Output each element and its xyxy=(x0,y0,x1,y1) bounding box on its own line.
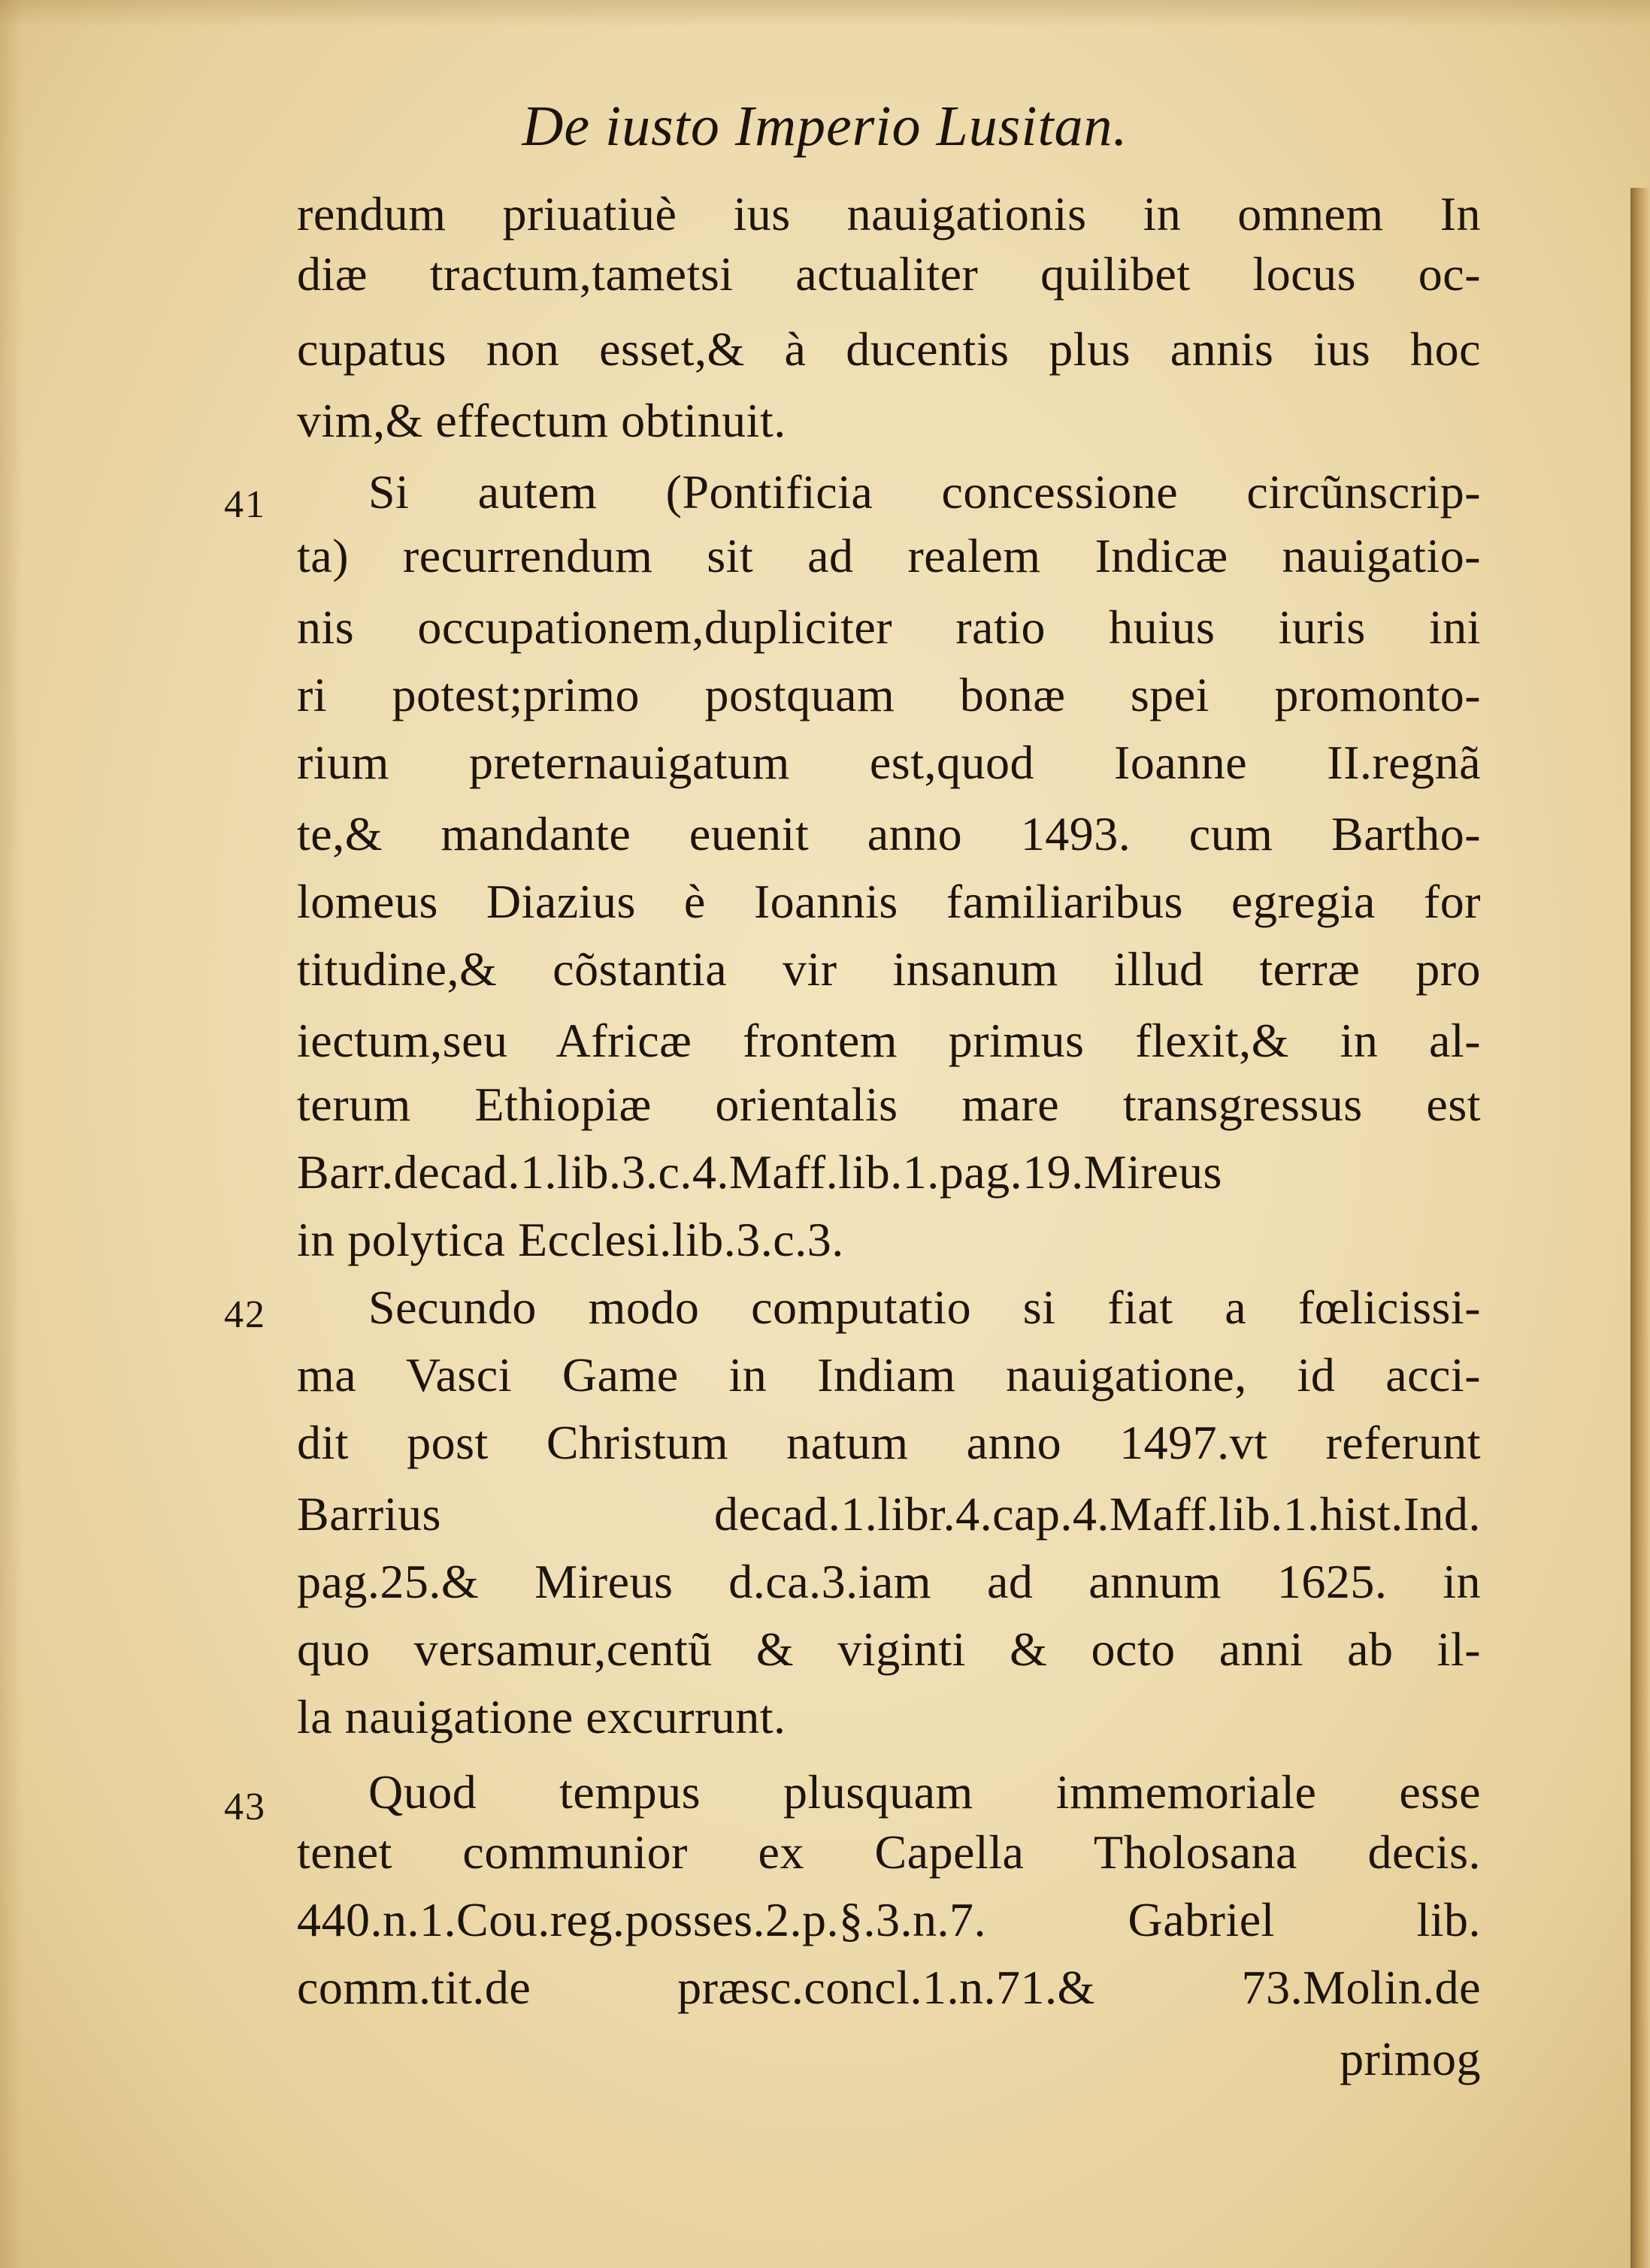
text-line: quo versamur,centũ & viginti & octo anni ab il- xyxy=(297,1622,1481,1676)
text-line: lomeus Diazius è Ioannis familiaribus egregia for xyxy=(297,875,1481,928)
text-line: Si autem (Pontificia concessione circũnscrip- xyxy=(368,465,1481,519)
margin-number: 42 xyxy=(224,1293,266,1336)
text-line: ma Vasci Game in Indiam nauigatione, id acci- xyxy=(297,1348,1481,1402)
text-line: pag.25.& Mireus d.ca.3.iam ad annum 1625. in xyxy=(297,1555,1481,1608)
text-line: la nauigatione excurrunt. xyxy=(297,1690,786,1743)
margin-number: 41 xyxy=(224,483,266,526)
text-line: comm.tit.de præsc.concl.1.n.71.& 73.Molin.de xyxy=(297,1961,1481,2014)
text-line: cupatus non esset,& à ducentis plus annis ius hoc xyxy=(297,322,1481,376)
text-line: Barrius decad.1.libr.4.cap.4.Maff.lib.1.hist.Ind. xyxy=(297,1487,1481,1541)
text-line: nis occupationem,dupliciter ratio huius iuris ini xyxy=(297,600,1481,654)
text-line: te,& mandante euenit anno 1493. cum Bartho- xyxy=(297,807,1481,860)
text-line: tenet communior ex Capella Tholosana decis. xyxy=(297,1825,1481,1879)
text-line: rendum priuatiuè ius nauigationis in omnem In xyxy=(297,187,1481,240)
margin-number: 43 xyxy=(224,1786,266,1828)
catchword: primog xyxy=(1340,2032,1481,2085)
running-head: De iusto Imperio Lusitan. xyxy=(522,95,1128,158)
text-line: iectum,seu Africæ frontem primus flexit,& in al- xyxy=(297,1014,1481,1067)
page-top-edge xyxy=(0,0,1650,27)
text-line: Secundo modo computatio si fiat a fœlicissi- xyxy=(368,1281,1481,1334)
text-line: vim,& effectum obtinuit. xyxy=(297,394,786,447)
page-right-edge xyxy=(1630,188,1650,2268)
text-line: Barr.decad.1.lib.3.c.4.Maff.lib.1.pag.19.Mireus xyxy=(297,1145,1222,1199)
text-line: dit post Christum natum anno 1497.vt referunt xyxy=(297,1416,1481,1469)
text-line: rium preternauigatum est,quod Ioanne II.regnã xyxy=(297,736,1481,789)
text-line: Quod tempus plusquam immemoriale esse xyxy=(368,1765,1481,1819)
text-line: in polytica Ecclesi.lib.3.c.3. xyxy=(297,1213,844,1266)
page-left-edge xyxy=(0,0,23,2268)
text-line: terum Ethiopiæ orientalis mare transgressus est xyxy=(297,1078,1481,1131)
text-line: diæ tractum,tametsi actualiter quilibet locus oc- xyxy=(297,247,1481,301)
text-line: 440.n.1.Cou.reg.posses.2.p.§.3.n.7. Gabriel lib. xyxy=(297,1893,1481,1946)
text-line: titudine,& cõstantia vir insanum illud terræ pro xyxy=(297,942,1481,996)
text-line: ta) recurrendum sit ad realem Indicæ nauigatio- xyxy=(297,529,1481,582)
text-line: ri potest;primo postquam bonæ spei promonto- xyxy=(297,668,1481,721)
